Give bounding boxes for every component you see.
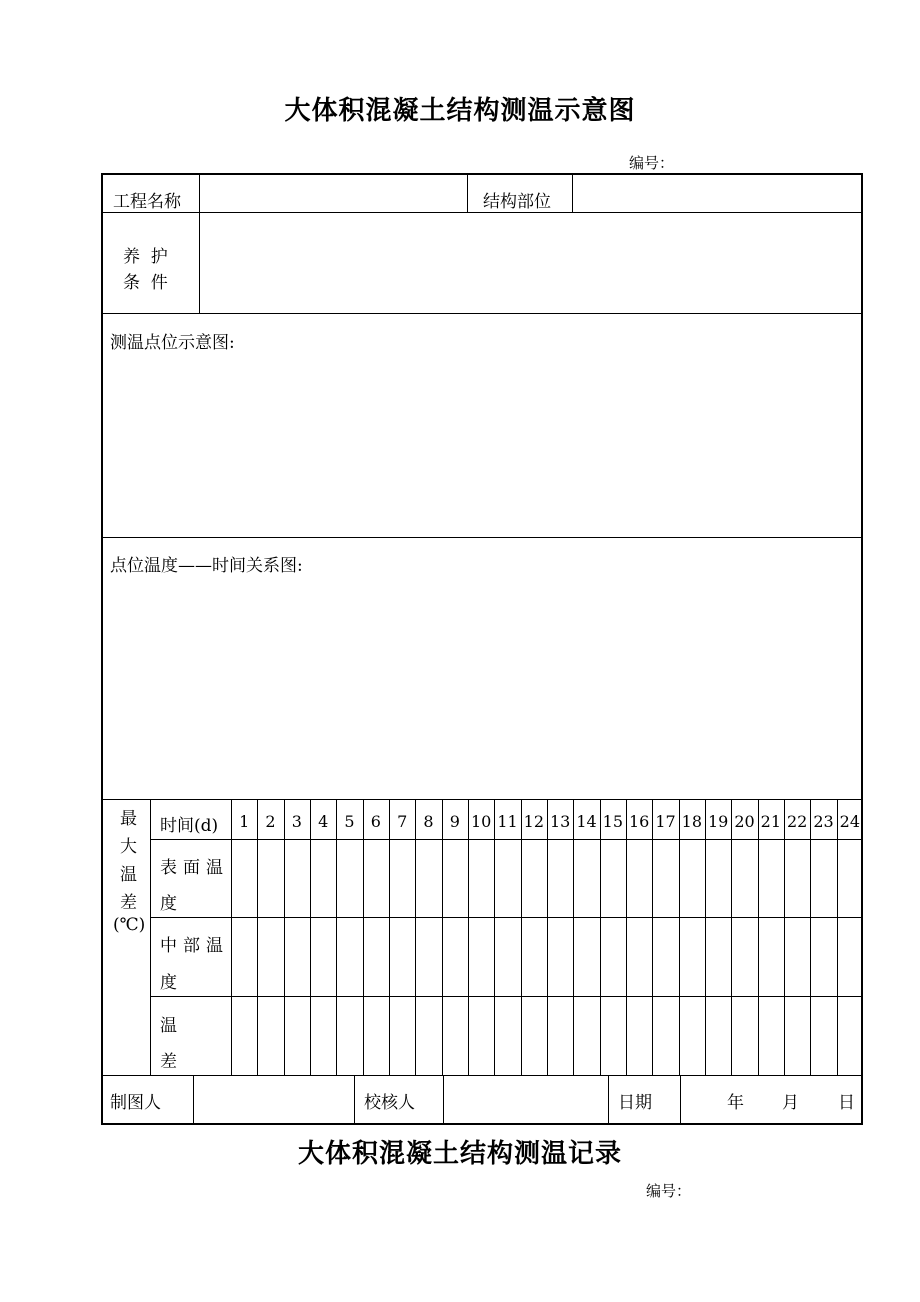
divider <box>467 173 468 213</box>
day-number: 14 <box>576 812 597 831</box>
row-middle-line2: 度 <box>160 973 177 993</box>
day-number: 8 <box>423 812 434 831</box>
page2-title: 大体积混凝土结构测温记录 <box>297 1139 622 1169</box>
max-diff-char: 差 <box>120 893 137 913</box>
day-number: 11 <box>497 812 518 831</box>
point-diagram-label: 测温点位示意图: <box>110 333 235 353</box>
checker-label: 校核人 <box>364 1093 415 1113</box>
structure-part-label: 结构部位 <box>483 192 551 212</box>
divider <box>573 799 574 1075</box>
form-table <box>101 173 863 1125</box>
row-surface-line1: 表面温 <box>160 858 229 878</box>
day-number: 15 <box>602 812 623 831</box>
row-diff-line1: 温 <box>160 1016 177 1036</box>
day-number: 13 <box>549 812 571 831</box>
max-diff-char: 最 <box>120 809 137 829</box>
divider <box>600 799 601 1075</box>
divider <box>310 799 311 1075</box>
day-number: 12 <box>523 812 544 831</box>
day-number: 5 <box>344 812 355 831</box>
divider <box>101 1075 863 1076</box>
divider <box>572 173 573 213</box>
divider <box>468 799 469 1075</box>
day-number: 22 <box>786 812 808 831</box>
divider <box>231 799 232 1075</box>
day-number: 17 <box>655 812 676 831</box>
day-number: 2 <box>265 812 276 831</box>
divider <box>101 212 863 213</box>
day-number: 20 <box>734 812 755 831</box>
divider <box>284 799 285 1075</box>
date-label: 日期 <box>618 1093 652 1113</box>
divider <box>199 173 200 313</box>
max-diff-char: 大 <box>120 837 137 857</box>
divider <box>101 313 863 314</box>
drawer-label: 制图人 <box>110 1093 161 1113</box>
time-header: 时间(d) <box>160 816 219 836</box>
row-middle-line1: 中部温 <box>160 936 229 956</box>
divider <box>443 1075 444 1125</box>
divider <box>442 799 443 1075</box>
divider <box>494 799 495 1075</box>
day-number: 16 <box>628 812 650 831</box>
day-number: 9 <box>449 812 460 831</box>
divider <box>626 799 627 1075</box>
divider <box>731 799 732 1075</box>
divider <box>257 799 258 1075</box>
page2-serial-label: 编号： <box>646 1182 692 1200</box>
divider <box>101 799 863 800</box>
divider <box>652 799 653 1075</box>
day-number: 1 <box>239 812 250 831</box>
day-label: 日 <box>838 1093 855 1113</box>
day-number: 24 <box>839 812 860 831</box>
row-surface-line2: 度 <box>160 894 177 914</box>
serial-number-label: 编号： <box>629 154 675 172</box>
divider <box>810 799 811 1075</box>
divider <box>363 799 364 1075</box>
divider <box>336 799 337 1075</box>
curing-label-line1: 养 护 <box>123 247 168 267</box>
max-diff-char: 温 <box>120 865 137 885</box>
divider <box>837 799 838 1075</box>
divider <box>193 1075 194 1125</box>
divider <box>354 1075 355 1125</box>
divider <box>680 1075 681 1125</box>
max-diff-unit: (℃) <box>113 915 146 935</box>
day-number: 6 <box>370 812 381 831</box>
day-number: 21 <box>760 812 781 831</box>
divider <box>389 799 390 1075</box>
day-number: 10 <box>470 812 492 831</box>
divider <box>415 799 416 1075</box>
day-number: 19 <box>707 812 729 831</box>
divider <box>150 799 151 1075</box>
temp-time-label: 点位温度——时间关系图: <box>110 556 303 576</box>
divider <box>608 1075 609 1125</box>
row-diff-line2: 差 <box>160 1052 177 1072</box>
divider <box>547 799 548 1075</box>
divider <box>679 799 680 1075</box>
month-label: 月 <box>782 1093 799 1113</box>
page-title: 大体积混凝土结构测温示意图 <box>284 96 636 126</box>
divider <box>705 799 706 1075</box>
day-number: 7 <box>397 812 408 831</box>
curing-label-line2: 条 件 <box>123 273 168 293</box>
day-number: 23 <box>813 812 834 831</box>
divider <box>758 799 759 1075</box>
day-number: 18 <box>681 812 702 831</box>
day-number: 4 <box>318 812 329 831</box>
project-name-label: 工程名称 <box>113 192 181 212</box>
divider <box>784 799 785 1075</box>
day-number: 3 <box>291 812 302 831</box>
divider <box>101 537 863 538</box>
divider <box>521 799 522 1075</box>
year-label: 年 <box>727 1093 744 1113</box>
